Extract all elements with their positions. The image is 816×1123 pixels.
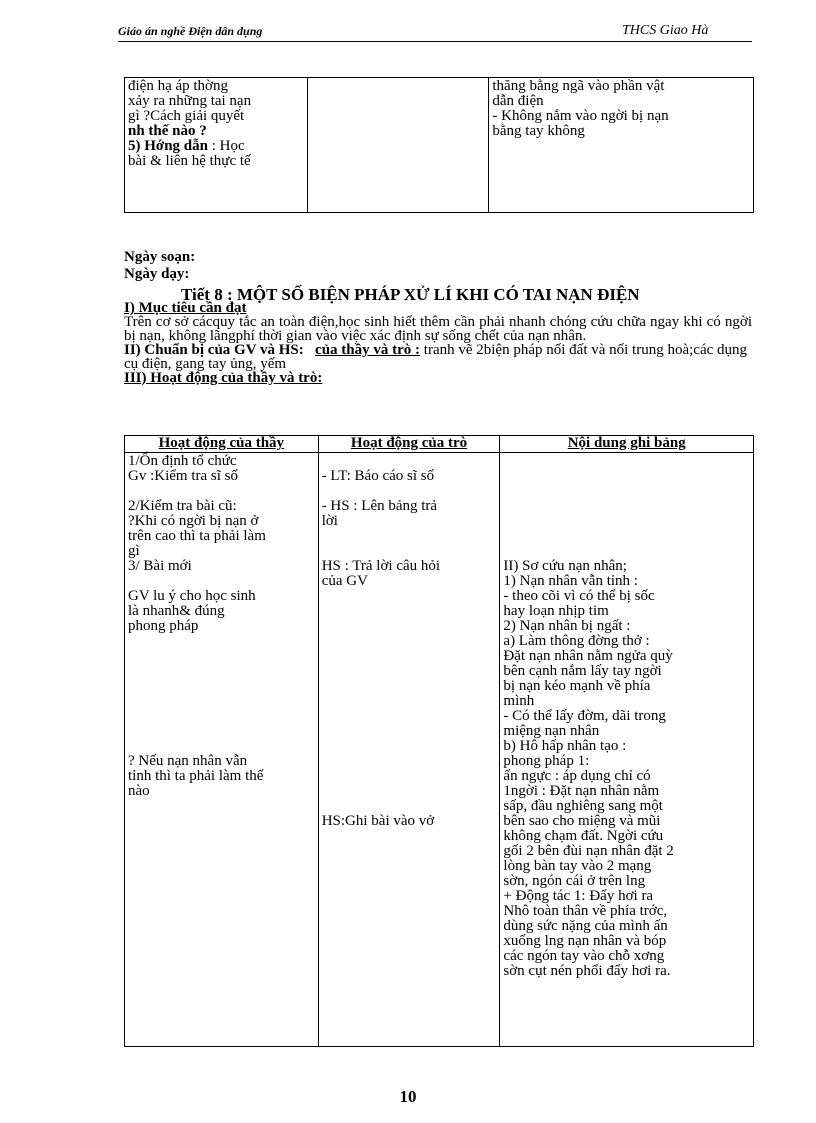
text-line: miệng nạn nhân <box>503 723 600 739</box>
huong-dan-line2: bài & liên hệ thực tế <box>128 153 251 169</box>
ngay-day: Ngày dạy: <box>124 266 190 282</box>
text-line <box>128 634 315 649</box>
text-line <box>322 604 497 619</box>
text-line: gì ?Cách giải quyết <box>128 108 245 124</box>
text-line: ? Nếu nạn nhân vẫn <box>128 753 248 769</box>
text-line: các ngón tay vào chỗ xơng <box>503 948 665 964</box>
text-line: - LT: Báo cáo sĩ số <box>321 468 435 484</box>
text-line <box>322 649 497 664</box>
text-line: Đặt nạn nhân nằm ngửa quỳ <box>503 648 673 664</box>
text-line <box>503 454 750 469</box>
text-line <box>128 574 315 589</box>
text-line <box>322 754 497 769</box>
text-line: - theo cõi vì có thể bị sốc <box>503 588 655 604</box>
text-line <box>128 664 315 679</box>
text-line: a) Làm thông đờng thở : <box>503 633 650 649</box>
text-line: 3/ Bài mới <box>128 558 192 574</box>
text-line <box>322 784 497 799</box>
text-line <box>322 589 497 604</box>
text-line: của GV <box>321 573 368 589</box>
text-line: 1ngời : Đặt nạn nhân nằm <box>503 783 660 799</box>
text-line <box>128 709 315 724</box>
text-line: Gv :Kiểm tra sĩ số <box>128 468 238 484</box>
huong-dan-label: 5) Hớng dẫn <box>128 138 208 154</box>
text-line <box>128 484 315 499</box>
text-line <box>322 709 497 724</box>
text-line <box>322 799 497 814</box>
col-thay <box>125 453 319 1047</box>
text-line <box>503 514 750 529</box>
text-line <box>322 529 497 544</box>
text-line <box>503 544 750 559</box>
text-line: 2) Nạn nhân bị ngất : <box>503 618 631 634</box>
col-header-noidung: Nội dung ghi bảng <box>500 436 754 453</box>
text-line: - Có thể lấy đờm, dãi trong <box>503 708 666 724</box>
text-line: nh thế nào ? <box>128 123 207 139</box>
lesson-title: Tiết 8 : MỘT SỐ BIỆN PHÁP XỬ LÍ KHI CÓ TAI NẠN ĐIỆN <box>181 285 640 304</box>
text-line: tỉnh thì ta phải làm thế <box>128 768 264 784</box>
text-line: gì <box>128 543 140 559</box>
text-line <box>128 679 315 694</box>
section2-text: tranh vẽ 2biện pháp nối đất và nối trung hoà;các dụng cụ điện, gang tay ủng, yếm <box>124 342 748 372</box>
text-line <box>503 529 750 544</box>
text-line <box>322 619 497 634</box>
section2-heading: II) Chuẩn bị của GV và HS: <box>124 342 304 358</box>
col-tro <box>318 453 500 1047</box>
ngay-soan: Ngày soạn: <box>124 249 196 265</box>
section3-heading: III) Hoạt động của thầy và trò: <box>124 370 323 386</box>
text-line <box>322 484 497 499</box>
text-line <box>128 649 315 664</box>
text-line: sờn cụt nén phổi đẩy hơi ra. <box>503 963 671 979</box>
text-line <box>503 469 750 484</box>
col-header-tro: Hoạt động của trò <box>318 436 500 453</box>
header-right: THCS Giao Hà <box>622 23 709 38</box>
text-line: xảy ra những tai nạn <box>128 93 252 109</box>
text-line: bằng tay không <box>492 123 585 139</box>
text-line: lời <box>321 513 338 529</box>
text-line <box>128 739 315 754</box>
text-line: bị nạn kéo mạnh về phía <box>503 678 651 694</box>
continuation-col-tro <box>307 78 489 213</box>
section-objectives <box>124 301 752 385</box>
continuation-col-noidung <box>489 78 754 213</box>
text-line: ấn ngực : áp dụng chỉ có <box>503 768 651 784</box>
text-line <box>128 694 315 709</box>
section1-heading: I) Mục tiêu cần đạt <box>124 300 247 316</box>
text-line: thăng bằng ngã vào phần vật <box>492 78 665 94</box>
text-line: hay loạn nhịp tim <box>503 603 609 619</box>
continuation-table <box>124 77 754 213</box>
text-line <box>322 739 497 754</box>
text-line: phong pháp 1: <box>503 753 590 769</box>
col-noidung <box>500 453 754 1047</box>
section1-text: Trên cơ sở cácquy tắc an toàn điện,học sinh hiết thêm cần phải nhanh chóng cứu chữa ngay khi có ngời bị nạn, không lãngphí thời gian vào việc xác định sự sống chết của nạn nhân. <box>124 314 752 344</box>
text-line: + Động tác 1: Đẩy hơi ra <box>503 888 654 904</box>
section2-sub: của thầy và trò : <box>315 342 421 358</box>
text-line: dùng sức nặng của mình ấn <box>503 918 668 934</box>
text-line: - HS : Lên bảng trả <box>321 498 438 514</box>
activity-table <box>124 435 754 1047</box>
text-line: điện hạ áp thờng <box>128 78 228 94</box>
header-left: Giáo án nghề Điện dân dụng <box>118 24 263 38</box>
text-line: 1) Nạn nhân vẫn tỉnh : <box>503 573 638 589</box>
text-line: gối 2 bên đùi nạn nhân đặt 2 <box>503 843 674 859</box>
page-number: 10 <box>399 1087 417 1106</box>
header-divider <box>118 41 752 42</box>
text-line: 2/Kiểm tra bài cũ: <box>128 498 237 514</box>
text-line <box>322 454 497 469</box>
text-line: II) Sơ cứu nạn nhân; <box>503 558 627 574</box>
text-line <box>322 664 497 679</box>
text-line: Nhô toàn thân về phía trớc, <box>503 903 668 919</box>
text-line <box>128 724 315 739</box>
text-line: phong pháp <box>128 618 199 634</box>
text-line <box>322 724 497 739</box>
text-line: - Không nắm vào ngời bị nạn <box>492 108 669 124</box>
text-line: 1/Ổn định tổ chức <box>128 453 237 469</box>
text-line: bên sao cho miệng và mũi <box>503 813 661 829</box>
text-line: sờn, ngón cái ở trên lng <box>503 873 646 889</box>
text-line: HS : Trả lời câu hỏi <box>321 558 441 574</box>
text-line: mình <box>503 693 535 709</box>
text-line: là nhanh& đúng <box>128 603 225 619</box>
text-line: xuống lng nạn nhân và bóp <box>503 933 667 949</box>
text-line <box>322 679 497 694</box>
text-line: ?Khi có ngời bị nạn ở <box>128 513 259 529</box>
continuation-col-thay <box>125 78 308 213</box>
huong-dan-text: : Học <box>208 138 245 154</box>
text-line: HS:Ghi bài vào vở <box>321 813 435 829</box>
text-line <box>322 769 497 784</box>
text-line <box>322 634 497 649</box>
text-line: bên cạnh nắm lấy tay ngời <box>503 663 662 679</box>
text-line <box>322 694 497 709</box>
text-line: lòng bàn tay vào 2 mạng <box>503 858 652 874</box>
text-line: sấp, đầu nghiêng sang một <box>503 798 663 814</box>
text-line: b) Hô hấp nhân tạo : <box>503 738 627 754</box>
col-header-thay: Hoạt động của thầy <box>125 436 319 453</box>
text-line: GV lu ý cho học sinh <box>128 588 256 604</box>
text-line: dẫn điện <box>492 93 544 109</box>
text-line <box>322 544 497 559</box>
text-line: không chạm đất. Ngời cứu <box>503 828 664 844</box>
text-line: nào <box>128 783 150 799</box>
text-line: trên cao thì ta phải làm <box>128 528 266 544</box>
text-line <box>503 484 750 499</box>
text-line <box>503 499 750 514</box>
